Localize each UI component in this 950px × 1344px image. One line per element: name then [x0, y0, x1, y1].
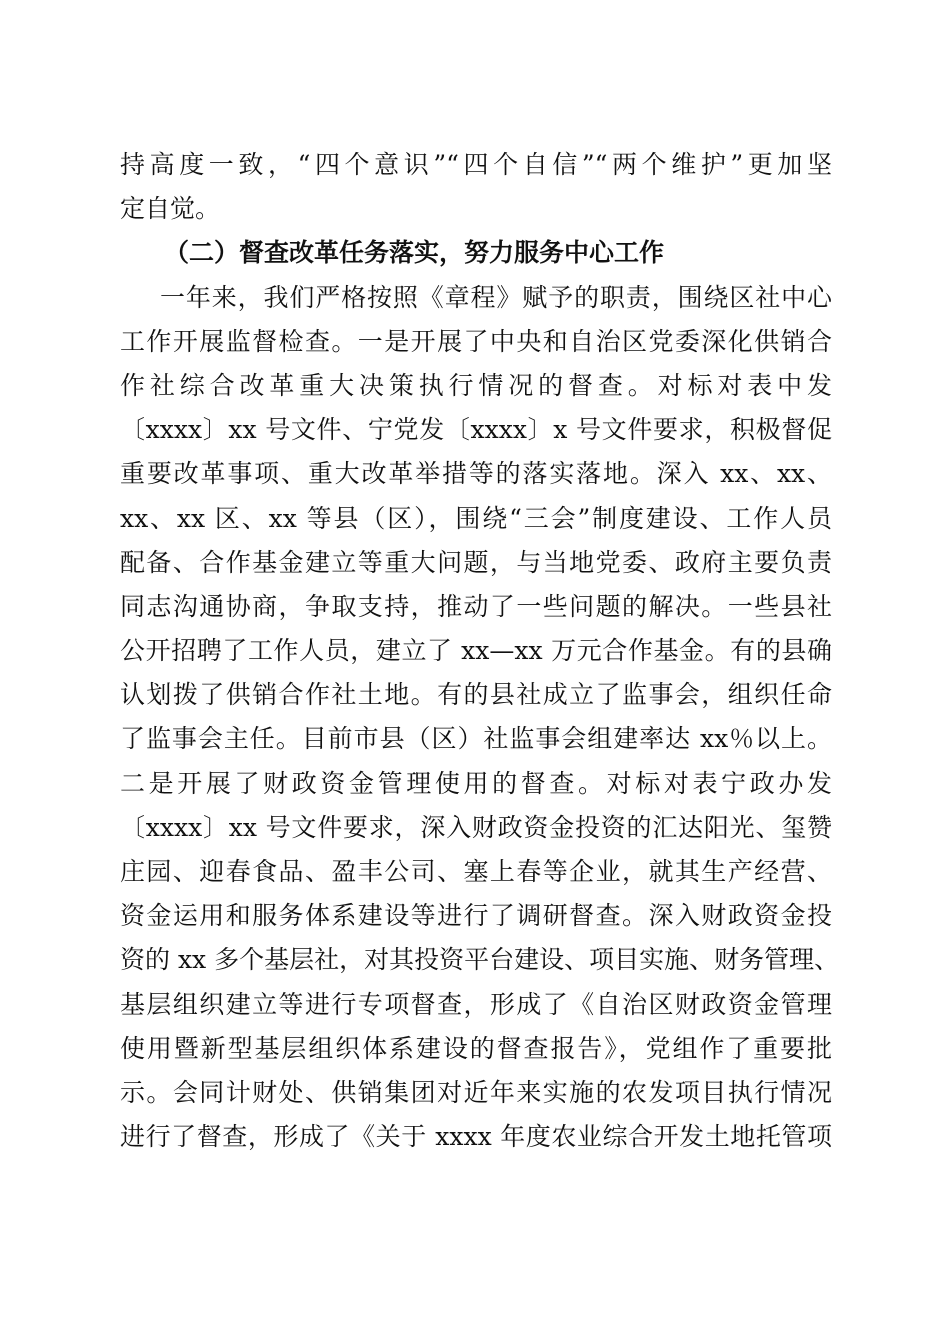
text-line: 持高度一致，“四个意识”“四个自信”“两个维护”更加坚: [120, 150, 832, 179]
text-line: 了监事会主任。目前市县（区）社监事会组建率达 xx％以上。: [120, 724, 832, 754]
text-line: 资的 xx 多个基层社，对其投资平台建设、项目实施、财务管理、: [120, 945, 840, 975]
text-line: xx、xx 区、xx 等县（区），围绕“三会”制度建设、工作人员: [120, 503, 832, 533]
text-line: 配备、合作基金建立等重大问题，与当地党委、政府主要负责: [120, 547, 832, 577]
text-line: 基层组织建立等进行专项督查，形成了《自治区财政资金管理: [120, 989, 832, 1019]
text-line: 示。会同计财处、供销集团对近年来实施的农发项目执行情况: [120, 1077, 832, 1107]
text-line: 认划拨了供销合作社土地。有的县社成立了监事会，组织任命: [120, 680, 832, 710]
text-line: 同志沟通协商，争取支持，推动了一些问题的解决。一些县社: [120, 591, 832, 621]
section-heading: （二）督查改革任务落实，努力服务中心工作: [164, 238, 665, 268]
text-line: 公开招聘了工作人员，建立了 xx—xx 万元合作基金。有的县确: [120, 636, 832, 666]
text-line: 使用暨新型基层组织体系建设的督查报告》，党组作了重要批: [120, 1033, 832, 1063]
text-line: 定自觉。: [120, 194, 221, 224]
text-line: 〔xxxx〕xx 号文件、宁党发〔xxxx〕x 号文件要求，积极督促: [120, 415, 832, 445]
text-line: 资金运用和服务体系建设等进行了调研督查。深入财政资金投: [120, 901, 832, 931]
text-line: 〔xxxx〕xx 号文件要求，深入财政资金投资的汇达阳光、玺赞: [120, 812, 832, 842]
text-line: 二是开展了财政资金管理使用的督查。对标对表宁政办发: [120, 768, 832, 798]
text-line: 重要改革事项、重大改革举措等的落实落地。深入 xx、xx、: [120, 459, 832, 489]
text-line: 作社综合改革重大决策执行情况的督查。对标对表中发: [120, 370, 832, 400]
paragraph-first-line: 一年来，我们严格按照《章程》赋予的职责，围绕区社中心: [160, 282, 832, 312]
text-line: 进行了督查，形成了《关于 xxxx 年度农业综合开发土地托管项: [120, 1122, 832, 1152]
document-body: [120, 143, 840, 1159]
text-line: 庄园、迎春食品、盈丰公司、塞上春等企业，就其生产经营、: [120, 857, 832, 886]
text-line: 工作开展监督检查。一是开展了中央和自治区党委深化供销合: [120, 326, 832, 356]
